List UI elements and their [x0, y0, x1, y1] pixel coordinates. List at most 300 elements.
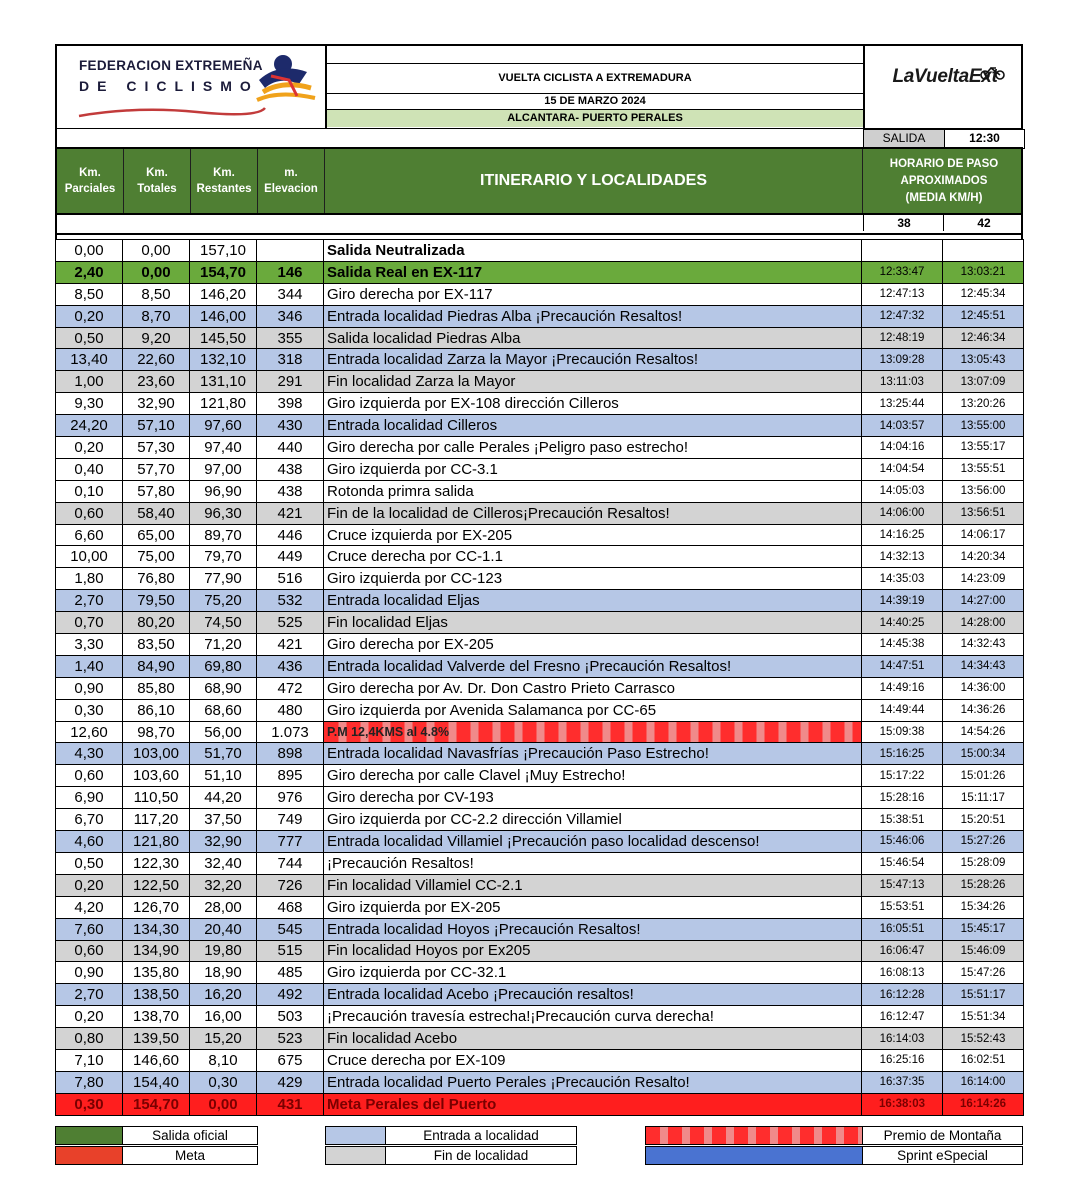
km-total-cell: 98,70	[123, 721, 190, 743]
itinerary-row	[56, 896, 1024, 918]
itinerary-row	[56, 962, 1024, 984]
km-parcial-cell: 13,40	[56, 349, 123, 371]
itinerary-row	[56, 458, 1024, 480]
itinerary-row	[56, 240, 1024, 262]
horario-38-cell: 13:11:03	[862, 371, 943, 393]
km-total-cell: 138,50	[123, 984, 190, 1006]
km-total-cell: 57,10	[123, 415, 190, 437]
itinerary-row	[56, 568, 1024, 590]
horario-38-cell: 15:46:54	[862, 852, 943, 874]
sheet-header	[55, 44, 1023, 129]
km-restante-cell: 154,70	[190, 261, 257, 283]
descripcion-cell: ¡Precaución Resaltos!	[324, 852, 862, 874]
itinerary-row	[56, 918, 1024, 940]
horario-38-cell: 14:04:16	[862, 437, 943, 459]
descripcion-cell: Fin localidad Hoyos por Ex205	[324, 940, 862, 962]
itinerary-sheet	[55, 44, 1023, 1170]
elevacion-cell: 675	[257, 1049, 324, 1071]
speed-row	[55, 213, 1023, 235]
horario-42-cell: 15:45:17	[943, 918, 1024, 940]
km-total-cell: 57,80	[123, 480, 190, 502]
km-total-cell: 85,80	[123, 677, 190, 699]
km-parcial-cell: 2,40	[56, 261, 123, 283]
elevacion-cell: 503	[257, 1006, 324, 1028]
itinerary-row	[56, 480, 1024, 502]
km-restante-cell: 96,30	[190, 502, 257, 524]
itinerary-row	[56, 874, 1024, 896]
elevacion-cell: 532	[257, 590, 324, 612]
elevacion-cell: 545	[257, 918, 324, 940]
horario-42-cell: 15:27:26	[943, 831, 1024, 853]
elevacion-cell: 472	[257, 677, 324, 699]
km-parcial-cell: 0,50	[56, 852, 123, 874]
itinerary-row	[56, 699, 1024, 721]
itinerary-row	[56, 371, 1024, 393]
legend-label-premio: Premio de Montaña	[862, 1126, 1023, 1145]
km-total-cell: 0,00	[123, 261, 190, 283]
horario-38-cell: 14:49:44	[862, 699, 943, 721]
descripcion-cell: Entrada localidad Piedras Alba ¡Precaución Resaltos!	[324, 305, 862, 327]
elevacion-cell: 318	[257, 349, 324, 371]
elevacion-cell: 480	[257, 699, 324, 721]
horario-38-cell: 16:14:03	[862, 1028, 943, 1050]
race-date: 15 DE MARZO 2024	[327, 93, 863, 109]
km-parcial-cell: 2,70	[56, 590, 123, 612]
km-parcial-cell: 12,60	[56, 721, 123, 743]
descripcion-cell: Rotonda primra salida	[324, 480, 862, 502]
descripcion-cell: Entrada localidad Zarza la Mayor ¡Precaución Resaltos!	[324, 349, 862, 371]
descripcion-cell: Giro izquierda por CC-32.1	[324, 962, 862, 984]
horario-42-cell: 13:55:00	[943, 415, 1024, 437]
elevacion-cell: 976	[257, 787, 324, 809]
km-parcial-cell: 2,70	[56, 984, 123, 1006]
km-restante-cell: 32,40	[190, 852, 257, 874]
horario-38-cell: 14:40:25	[862, 612, 943, 634]
km-restante-cell: 77,90	[190, 568, 257, 590]
elevacion-cell: 429	[257, 1071, 324, 1093]
horario-38-cell: 13:09:28	[862, 349, 943, 371]
horario-38-cell: 14:16:25	[862, 524, 943, 546]
horario-38-cell: 14:35:03	[862, 568, 943, 590]
legend-swatch-salida	[55, 1126, 123, 1145]
horario-38-cell: 14:39:19	[862, 590, 943, 612]
race-top-strip	[327, 46, 863, 64]
km-total-cell: 76,80	[123, 568, 190, 590]
km-parcial-cell: 1,40	[56, 655, 123, 677]
horario-42-cell: 13:20:26	[943, 393, 1024, 415]
horario-38-cell: 16:12:28	[862, 984, 943, 1006]
header-horario: HORARIO DE PASO APROXIMADOS (MEDIA KM/H)	[889, 157, 999, 204]
km-parcial-cell: 6,60	[56, 524, 123, 546]
horario-42-cell: 15:51:34	[943, 1006, 1024, 1028]
horario-42-cell: 12:45:34	[943, 283, 1024, 305]
horario-38-cell: 15:16:25	[862, 743, 943, 765]
itinerary-row	[56, 261, 1024, 283]
descripcion-cell: Entrada localidad Acebo ¡Precaución resaltos!	[324, 984, 862, 1006]
federation-swoosh-icon	[77, 104, 267, 120]
km-total-cell: 58,40	[123, 502, 190, 524]
elevacion-cell: 398	[257, 393, 324, 415]
descripcion-cell: Fin localidad Eljas	[324, 612, 862, 634]
horario-42-cell: 15:28:26	[943, 874, 1024, 896]
descripcion-cell: P.M 12,4KMS al 4.8%	[324, 721, 862, 743]
descripcion-cell: Entrada localidad Hoyos ¡Precaución Resaltos!	[324, 918, 862, 940]
km-restante-cell: 79,70	[190, 546, 257, 568]
descripcion-cell: Salida localidad Piedras Alba	[324, 327, 862, 349]
header-km-parciales: Km. Parciales	[57, 149, 124, 213]
km-total-cell: 126,70	[123, 896, 190, 918]
legend-label-entrada: Entrada a localidad	[385, 1126, 577, 1145]
km-parcial-cell: 4,60	[56, 831, 123, 853]
km-parcial-cell: 0,30	[56, 1093, 123, 1115]
km-restante-cell: 157,10	[190, 240, 257, 262]
descripcion-cell: Fin localidad Zarza la Mayor	[324, 371, 862, 393]
km-parcial-cell: 4,20	[56, 896, 123, 918]
horario-38-cell: 16:08:13	[862, 962, 943, 984]
km-restante-cell: 68,90	[190, 677, 257, 699]
itinerary-row	[56, 612, 1024, 634]
km-parcial-cell: 0,00	[56, 240, 123, 262]
horario-38-cell: 15:09:38	[862, 721, 943, 743]
km-total-cell: 103,60	[123, 765, 190, 787]
km-restante-cell: 74,50	[190, 612, 257, 634]
itinerary-row	[56, 283, 1024, 305]
elevacion-cell: 421	[257, 634, 324, 656]
km-parcial-cell: 8,50	[56, 283, 123, 305]
itinerary-row	[56, 349, 1024, 371]
km-total-cell: 9,20	[123, 327, 190, 349]
horario-38-cell: 16:38:03	[862, 1093, 943, 1115]
km-total-cell: 79,50	[123, 590, 190, 612]
km-parcial-cell: 1,00	[56, 371, 123, 393]
horario-38-cell: 12:48:19	[862, 327, 943, 349]
itinerary-row	[56, 546, 1024, 568]
federation-name-line2: DE CICLISMO	[79, 78, 259, 94]
horario-42-cell: 13:05:43	[943, 349, 1024, 371]
km-parcial-cell: 4,30	[56, 743, 123, 765]
cyclist-logo-icon	[249, 50, 319, 108]
horario-42-cell: 13:55:17	[943, 437, 1024, 459]
km-restante-cell: 32,20	[190, 874, 257, 896]
km-parcial-cell: 0,90	[56, 677, 123, 699]
km-restante-cell: 56,00	[190, 721, 257, 743]
km-total-cell: 135,80	[123, 962, 190, 984]
descripcion-cell: Fin localidad Acebo	[324, 1028, 862, 1050]
salida-row	[55, 129, 1023, 147]
horario-38-cell: 14:32:13	[862, 546, 943, 568]
descripcion-cell: Giro izquierda por Avenida Salamanca por CC-65	[324, 699, 862, 721]
itinerary-row	[56, 634, 1024, 656]
km-parcial-cell: 7,10	[56, 1049, 123, 1071]
km-total-cell: 117,20	[123, 809, 190, 831]
horario-42-cell: 14:34:43	[943, 655, 1024, 677]
horario-42-cell: 13:56:51	[943, 502, 1024, 524]
federation-logo	[57, 46, 327, 128]
elevacion-cell: 492	[257, 984, 324, 1006]
km-total-cell: 8,50	[123, 283, 190, 305]
horario-42-cell: 15:34:26	[943, 896, 1024, 918]
descripcion-cell: Salida Neutralizada	[324, 240, 862, 262]
itinerary-row	[56, 831, 1024, 853]
descripcion-cell: Giro izquierda por EX-108 dirección Cilleros	[324, 393, 862, 415]
itinerary-row	[56, 743, 1024, 765]
elevacion-cell: 438	[257, 480, 324, 502]
horario-42-cell: 14:28:00	[943, 612, 1024, 634]
itinerary-row	[56, 502, 1024, 524]
legend-swatch-sprint	[645, 1146, 863, 1165]
km-restante-cell: 44,20	[190, 787, 257, 809]
km-restante-cell: 97,00	[190, 458, 257, 480]
km-restante-cell: 0,30	[190, 1071, 257, 1093]
elevacion-cell: 146	[257, 261, 324, 283]
km-parcial-cell: 0,50	[56, 327, 123, 349]
horario-42-cell: 15:11:17	[943, 787, 1024, 809]
km-parcial-cell: 6,90	[56, 787, 123, 809]
km-restante-cell: 8,10	[190, 1049, 257, 1071]
horario-38-cell: 14:05:03	[862, 480, 943, 502]
km-parcial-cell: 0,20	[56, 437, 123, 459]
horario-38-cell: 16:25:16	[862, 1049, 943, 1071]
itinerary-row	[56, 327, 1024, 349]
salida-label: SALIDA	[863, 129, 945, 149]
elevacion-cell: 523	[257, 1028, 324, 1050]
brand-logo: LaVueltaExt	[892, 66, 998, 87]
km-restante-cell: 18,90	[190, 962, 257, 984]
elevacion-cell: 1.073	[257, 721, 324, 743]
km-total-cell: 0,00	[123, 240, 190, 262]
horario-42-cell: 15:28:09	[943, 852, 1024, 874]
km-restante-cell: 132,10	[190, 349, 257, 371]
horario-42-cell: 15:01:26	[943, 765, 1024, 787]
legend-label-sprint: Sprint eSpecial	[862, 1146, 1023, 1165]
horario-42-cell: 16:14:00	[943, 1071, 1024, 1093]
km-parcial-cell: 9,30	[56, 393, 123, 415]
itinerary-row	[56, 677, 1024, 699]
itinerary-row	[56, 787, 1024, 809]
horario-42-cell: 15:51:17	[943, 984, 1024, 1006]
km-parcial-cell: 10,00	[56, 546, 123, 568]
itinerary-row	[56, 1071, 1024, 1093]
km-restante-cell: 131,10	[190, 371, 257, 393]
itinerary-row	[56, 765, 1024, 787]
km-restante-cell: 51,70	[190, 743, 257, 765]
descripcion-cell: Meta Perales del Puerto	[324, 1093, 862, 1115]
descripcion-cell: Giro izquierda por CC-123	[324, 568, 862, 590]
elevacion-cell	[257, 240, 324, 262]
elevacion-cell: 355	[257, 327, 324, 349]
km-restante-cell: 121,80	[190, 393, 257, 415]
header-itinerario: ITINERARIO Y LOCALIDADES	[325, 149, 863, 213]
horario-42-cell: 14:36:26	[943, 699, 1024, 721]
km-restante-cell: 96,90	[190, 480, 257, 502]
horario-38-cell: 14:45:38	[862, 634, 943, 656]
horario-42-cell: 16:14:26	[943, 1093, 1024, 1115]
itinerary-row	[56, 984, 1024, 1006]
km-restante-cell: 20,40	[190, 918, 257, 940]
elevacion-cell: 515	[257, 940, 324, 962]
km-restante-cell: 75,20	[190, 590, 257, 612]
horario-38-cell: 12:47:32	[862, 305, 943, 327]
km-restante-cell: 71,20	[190, 634, 257, 656]
speed-38: 38	[863, 215, 944, 231]
elevacion-cell: 344	[257, 283, 324, 305]
horario-42-cell: 14:27:00	[943, 590, 1024, 612]
itinerary-row	[56, 1049, 1024, 1071]
km-parcial-cell: 6,70	[56, 809, 123, 831]
km-total-cell: 84,90	[123, 655, 190, 677]
elevacion-cell: 291	[257, 371, 324, 393]
elevacion-cell: 468	[257, 896, 324, 918]
descripcion-cell: Cruce derecha por CC-1.1	[324, 546, 862, 568]
horario-42-cell: 15:52:43	[943, 1028, 1024, 1050]
horario-38-cell: 12:47:13	[862, 283, 943, 305]
km-parcial-cell: 0,20	[56, 1006, 123, 1028]
elevacion-cell: 446	[257, 524, 324, 546]
itinerary-row	[56, 590, 1024, 612]
descripcion-cell: Giro derecha por calle Clavel ¡Muy Estrecho!	[324, 765, 862, 787]
km-restante-cell: 16,00	[190, 1006, 257, 1028]
header-km-restantes: Km. Restantes	[191, 149, 258, 213]
elevacion-cell: 726	[257, 874, 324, 896]
horario-38-cell: 14:06:00	[862, 502, 943, 524]
descripcion-cell: Giro derecha por CV-193	[324, 787, 862, 809]
km-restante-cell: 89,70	[190, 524, 257, 546]
horario-38-cell: 16:05:51	[862, 918, 943, 940]
itinerary-row	[56, 721, 1024, 743]
descripcion-cell: Giro derecha por Av. Dr. Don Castro Prieto Carrasco	[324, 677, 862, 699]
race-route: ALCANTARA- PUERTO PERALES	[327, 109, 863, 127]
km-parcial-cell: 0,60	[56, 940, 123, 962]
legend-swatch-meta	[55, 1146, 123, 1165]
descripcion-cell: Giro derecha por calle Perales ¡Peligro paso estrecho!	[324, 437, 862, 459]
km-total-cell: 139,50	[123, 1028, 190, 1050]
horario-42-cell: 14:54:26	[943, 721, 1024, 743]
federation-name-line1: FEDERACION EXTREMEÑA	[79, 58, 263, 73]
itinerary-row	[56, 655, 1024, 677]
elevacion-cell: 895	[257, 765, 324, 787]
horario-38-cell: 15:17:22	[862, 765, 943, 787]
itinerary-row	[56, 437, 1024, 459]
header-elevacion: m. Elevacion	[258, 149, 325, 213]
horario-38-cell: 15:53:51	[862, 896, 943, 918]
horario-42-cell: 15:20:51	[943, 809, 1024, 831]
salida-time: 12:30	[944, 129, 1025, 149]
horario-38-cell: 15:46:06	[862, 831, 943, 853]
descripcion-cell: Entrada localidad Villamiel ¡Precaución paso localidad descenso!	[324, 831, 862, 853]
km-total-cell: 103,00	[123, 743, 190, 765]
itinerary-row	[56, 852, 1024, 874]
horario-38-cell: 14:47:51	[862, 655, 943, 677]
horario-42-cell: 15:46:09	[943, 940, 1024, 962]
km-parcial-cell: 0,60	[56, 765, 123, 787]
elevacion-cell: 438	[257, 458, 324, 480]
km-restante-cell: 37,50	[190, 809, 257, 831]
horario-42-cell: 14:32:43	[943, 634, 1024, 656]
itinerary-row	[56, 524, 1024, 546]
horario-38-cell: 14:04:54	[862, 458, 943, 480]
km-parcial-cell: 0,10	[56, 480, 123, 502]
descripcion-cell: Entrada localidad Navasfrías ¡Precaución Paso Estrecho!	[324, 743, 862, 765]
bike-icon	[979, 64, 1007, 80]
km-parcial-cell: 7,60	[56, 918, 123, 940]
km-total-cell: 57,70	[123, 458, 190, 480]
legend-label-fin: Fin de localidad	[385, 1146, 577, 1165]
itinerary-row	[56, 940, 1024, 962]
km-total-cell: 86,10	[123, 699, 190, 721]
horario-38-cell: 13:25:44	[862, 393, 943, 415]
descripcion-cell: ¡Precaución travesía estrecha!¡Precaución curva derecha!	[324, 1006, 862, 1028]
km-total-cell: 23,60	[123, 371, 190, 393]
km-total-cell: 65,00	[123, 524, 190, 546]
descripcion-cell: Entrada localidad Eljas	[324, 590, 862, 612]
horario-42-cell: 13:07:09	[943, 371, 1024, 393]
horario-38-cell: 15:47:13	[862, 874, 943, 896]
km-parcial-cell: 0,70	[56, 612, 123, 634]
km-total-cell: 121,80	[123, 831, 190, 853]
legend-swatch-entrada	[325, 1126, 386, 1145]
descripcion-cell: Giro izquierda por CC-3.1	[324, 458, 862, 480]
km-total-cell: 83,50	[123, 634, 190, 656]
speed-42: 42	[943, 215, 1024, 231]
km-total-cell: 122,50	[123, 874, 190, 896]
km-restante-cell: 97,60	[190, 415, 257, 437]
elevacion-cell: 430	[257, 415, 324, 437]
km-parcial-cell: 0,90	[56, 962, 123, 984]
horario-38-cell: 16:06:47	[862, 940, 943, 962]
itinerary-row	[56, 305, 1024, 327]
km-restante-cell: 146,00	[190, 305, 257, 327]
km-restante-cell: 97,40	[190, 437, 257, 459]
horario-38-cell	[862, 240, 943, 262]
km-total-cell: 138,70	[123, 1006, 190, 1028]
descripcion-cell: Giro izquierda por EX-205	[324, 896, 862, 918]
itinerary-row	[56, 1093, 1024, 1115]
km-restante-cell: 51,10	[190, 765, 257, 787]
km-restante-cell: 69,80	[190, 655, 257, 677]
elevacion-cell: 436	[257, 655, 324, 677]
km-parcial-cell: 0,40	[56, 458, 123, 480]
descripcion-cell: Fin de la localidad de Cilleros¡Precaución Resaltos!	[324, 502, 862, 524]
itinerary-row	[56, 415, 1024, 437]
horario-42-cell	[943, 240, 1024, 262]
descripcion-cell: Entrada localidad Cilleros	[324, 415, 862, 437]
km-restante-cell: 16,20	[190, 984, 257, 1006]
km-restante-cell: 19,80	[190, 940, 257, 962]
horario-42-cell: 12:45:51	[943, 305, 1024, 327]
horario-42-cell: 14:20:34	[943, 546, 1024, 568]
descripcion-cell: Entrada localidad Valverde del Fresno ¡Precaución Resaltos!	[324, 655, 862, 677]
elevacion-cell: 898	[257, 743, 324, 765]
legend-swatch-fin	[325, 1146, 386, 1165]
itinerary-table	[55, 239, 1024, 1116]
km-parcial-cell: 0,60	[56, 502, 123, 524]
horario-42-cell: 12:46:34	[943, 327, 1024, 349]
elevacion-cell: 449	[257, 546, 324, 568]
horario-38-cell: 14:49:16	[862, 677, 943, 699]
horario-42-cell: 13:56:00	[943, 480, 1024, 502]
legend-swatch-premio	[645, 1126, 863, 1145]
km-total-cell: 146,60	[123, 1049, 190, 1071]
legend-label-salida: Salida oficial	[122, 1126, 258, 1145]
horario-42-cell: 14:23:09	[943, 568, 1024, 590]
itinerary-row	[56, 1028, 1024, 1050]
descripcion-cell: Salida Real en EX-117	[324, 261, 862, 283]
km-total-cell: 57,30	[123, 437, 190, 459]
race-info	[327, 46, 865, 128]
km-total-cell: 154,40	[123, 1071, 190, 1093]
column-headers	[55, 147, 1023, 213]
km-total-cell: 154,70	[123, 1093, 190, 1115]
